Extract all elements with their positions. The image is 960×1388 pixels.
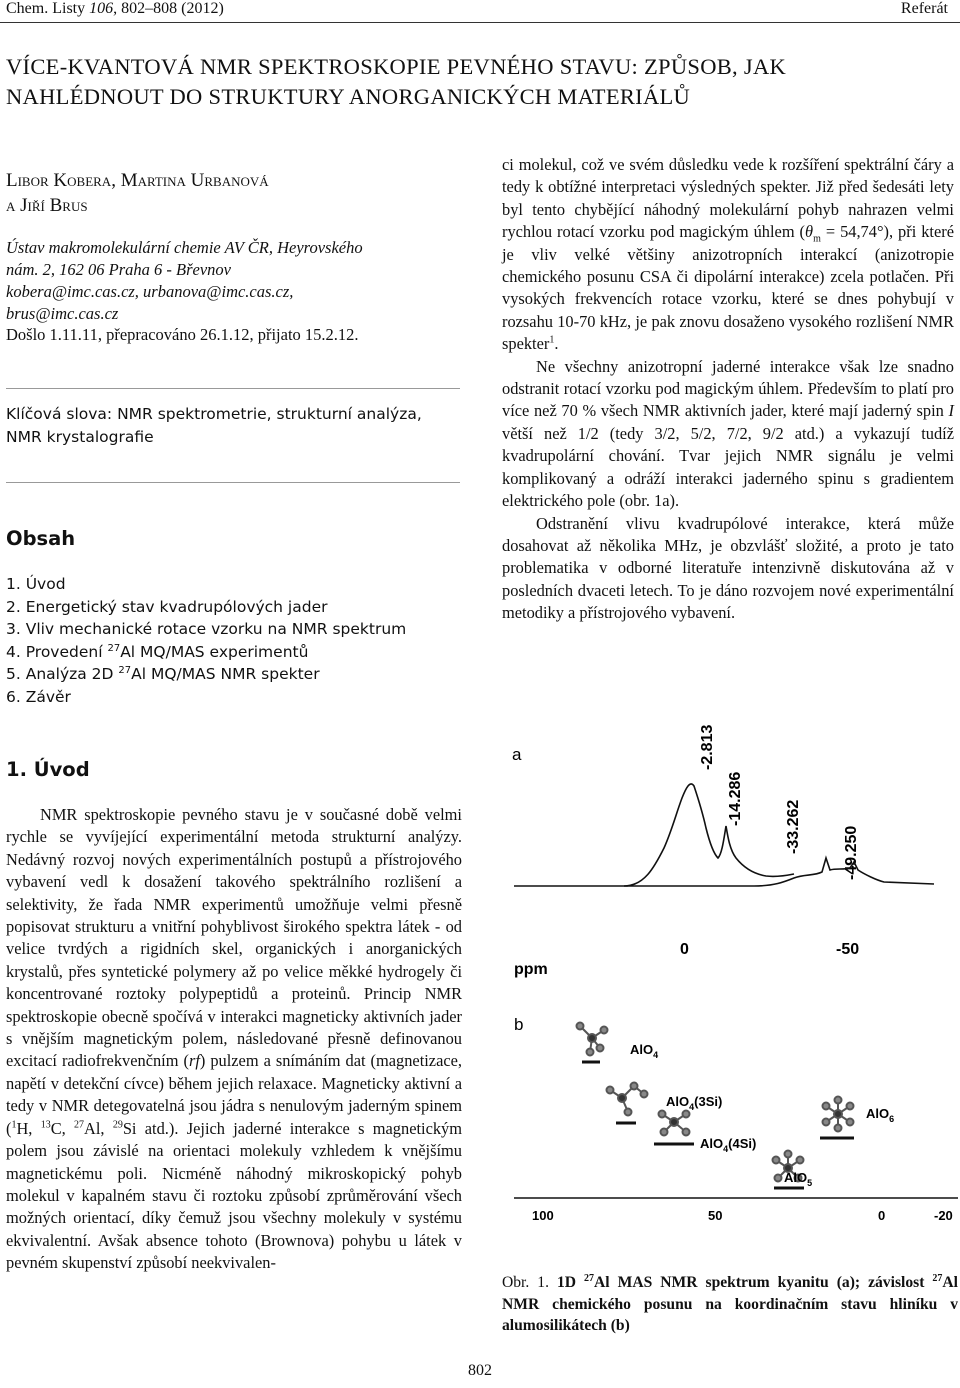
paragraph: ci molekul, což ve svém důsledku vede k rozšíření spektrální čáry a tedy k obtížné interpretaci výsledných spekter. Již před šedesáti lety byl tento chybějící náhodný molekulární pohyb nahrazen velmi rychlou rotací vzorku pod magickým úhlem $(\theta_m = 54,74^\circ)$, při které je vliv velké většiny anizotropních interakcí (anizotropie chemického posunu CSA či dipolární interakce) zcela potlačen. Při vysokých frekvencích rotace vzorku, které se dnes pohybují v rozsahu 10-70 kHz, je pak znovu dosaženo vysokého rozlišení NMR spekter$^1$.: [502, 155, 954, 354]
page-number: 802: [468, 1362, 492, 1379]
peak-label: -33.262: [785, 799, 802, 854]
affiliation-line: Ústav makromolekulární chemie AV ČR, Heyrovského: [6, 238, 363, 257]
figure-1: [504, 718, 960, 1248]
header-rule: [0, 22, 960, 23]
alo4-3si-molecule-icon: [607, 1083, 648, 1116]
panel-b-label: b: [514, 1015, 524, 1034]
article-title: VÍCE-KVANTOVÁ NMR SPEKTROSKOPIE PEVNÉHO STAVU: ZPŮSOB, JAK NAHLÉDNOUT DO STRUKTURY ANORGANICKÝCH MATERIÁLŮ: [6, 54, 787, 109]
table-of-contents: [6, 573, 406, 708]
axis-tick: -20: [934, 1208, 953, 1223]
authors-line1: Libor Kobera, Martina Urbanová: [6, 170, 269, 191]
spectrum-trace-main: [624, 784, 794, 886]
label-alo6: AlO$_6$: [866, 1106, 895, 1124]
section-heading-uvod: 1. Úvod: [6, 758, 90, 781]
peak-label: -2.813: [699, 724, 716, 770]
toc-item[interactable]: 4. Provedení $^{27}$Al MQ/MAS experimentů: [6, 642, 309, 661]
toc-heading: Obsah: [6, 527, 76, 550]
received-dates: Došlo 1.11.11, přepracováno 26.1.12, přijato 15.2.12.: [6, 325, 359, 344]
affiliation-email[interactable]: brus@imc.cas.cz: [6, 304, 119, 323]
figure-svg: [504, 718, 960, 1248]
keywords-rule-top: [6, 388, 460, 389]
peak-label: -49.250: [843, 825, 860, 880]
figure-caption: Obr. 1. 1D $^{27}$Al MAS NMR spektrum kyanitu (a); závislost $^{27}$Al NMR chemického posunu na koordinačním stavu hliníku v alumosilikátech (b): [502, 1272, 958, 1334]
toc-item[interactable]: 5. Analýza 2D $^{27}$Al MQ/MAS NMR spekter: [6, 664, 320, 683]
toc-item[interactable]: 1. Úvod: [6, 575, 66, 593]
spectrum-trace: [514, 858, 934, 886]
toc-item[interactable]: 2. Energetický stav kvadrupólových jader: [6, 597, 328, 616]
keywords-rule-bottom: [6, 482, 460, 483]
affiliation: [6, 237, 466, 325]
label-alo4-3si: AlO$_4$(3Si): [666, 1094, 723, 1112]
axis-tick: -50: [836, 941, 860, 958]
running-header: [0, 0, 960, 22]
alo4-molecule-icon: [577, 1023, 608, 1056]
article-type: Referát: [900, 0, 948, 17]
paragraph: NMR spektroskopie pevného stavu je v současné době velmi rychle se vyvíjející experimentální metoda strukturní analýzy. Nedávný rozvoj nových experimentálních postupů a přístrojového vybavení vedl k dosažení takového spektrálního rozlišení a selektivity, že řada NMR experimentů umožňuje velmi přesně popisovat strukturu a vnitřní pohyblivost širokého spektra látek - od velice tvrdých a rigidních skel, organických i anorganických krystalů, přes syntetické polymery až po velice měkké hydrogely či koncentrované roztoky polypeptidů a proteinů. Princip NMR spektroskopie obecně spočívá v interakci magneticky aktivních jader s vnějším magnetickým polem, následované přesně definovanou excitací radiofrekvenčním (rf) pulzem a snímáním dat (magnetizace, napětí v detekční cívce) během jejich relaxace. Magneticky aktivní a tedy v NMR detegovatelná jsou jádra s nenulovým jaderným spinem ($^1$H, $^{13}$C, $^{27}$Al, $^{29}$Si atd.). Jejich jaderné interakce s magnetickým polem jsou závislé na orientaci molekuly vzhledem k vnějšímu magnetickému poli. Nicméně náhodný mikroskopický pohyb molekul v kapalném stavu či roztoku způsobí zprůměrování všech možných orientací, díky čemuž jsou všechny molekuly v systému ekvivalentní. Avšak absence tohoto (Brownova) pohybu u látek v pevném skupenství způsobí neekvivalen-: [6, 805, 462, 1273]
panel-a-label: a: [512, 745, 522, 764]
axis-tick: 0: [680, 941, 689, 958]
keywords: Klíčová slova: NMR spektrometrie, strukturní analýza, NMR krystalografie: [6, 405, 422, 446]
affiliation-email[interactable]: kobera@imc.cas.cz, urbanova@imc.cas.cz,: [6, 282, 294, 301]
peak-label: -14.286: [727, 771, 744, 826]
volume: 106: [89, 0, 114, 17]
axis-tick: 50: [708, 1208, 723, 1223]
paragraph: Ne všechny anizotropní jaderné interakce však lze snadno odstranit rotací vzorku pod magickým úhlem. Především to platí pro více než 70 % všech NMR aktivních jader, které mají jaderný spin I větší než 1/2 (tedy 3/2, 5/2, 7/2, 9/2 atd.) a vykazují tudíž kvadrupolární chování. Tvar jejich NMR signálu je velmi komplikovaný a odráží interakci jaderného spinu s gradientem elektrického pole (obr. 1a).: [502, 356, 954, 511]
journal-citation: Chem. Listy 106, 802–808 (2012): [6, 0, 224, 17]
toc-item[interactable]: 6. Závěr: [6, 687, 71, 706]
affiliation-line: nám. 2, 162 06 Praha 6 - Břevnov: [6, 260, 232, 279]
axis-unit: ppm: [514, 961, 548, 978]
toc-item[interactable]: 3. Vliv mechanické rotace vzorku na NMR spektrum: [6, 620, 407, 638]
label-alo4-4si: AlO$_4$(4Si): [700, 1136, 757, 1154]
alo6-molecule-icon: [823, 1097, 854, 1132]
label-alo5: AlO$_5$: [784, 1170, 813, 1188]
alo4-4si-molecule-icon: [659, 1111, 690, 1136]
label-alo4: AlO$_4$: [630, 1042, 659, 1060]
authors-line2: a Jiří Brus: [6, 195, 88, 216]
right-column-text: [502, 154, 954, 625]
axis-tick: 100: [532, 1208, 554, 1223]
paragraph: Odstranění vlivu kvadrupólové interakce, která může dosahovat až několika MHz, je obzvlášť složité, a proto je tato problematika v odborné literatuře intenzivně diskutována až v posledních dvaceti letech. To je dáno rozvojem nové experimentální metodiky a přístrojového vybavení.: [502, 513, 954, 623]
author-list: [6, 168, 269, 218]
left-column-text: [6, 804, 462, 1275]
axis-tick: 0: [878, 1208, 886, 1223]
